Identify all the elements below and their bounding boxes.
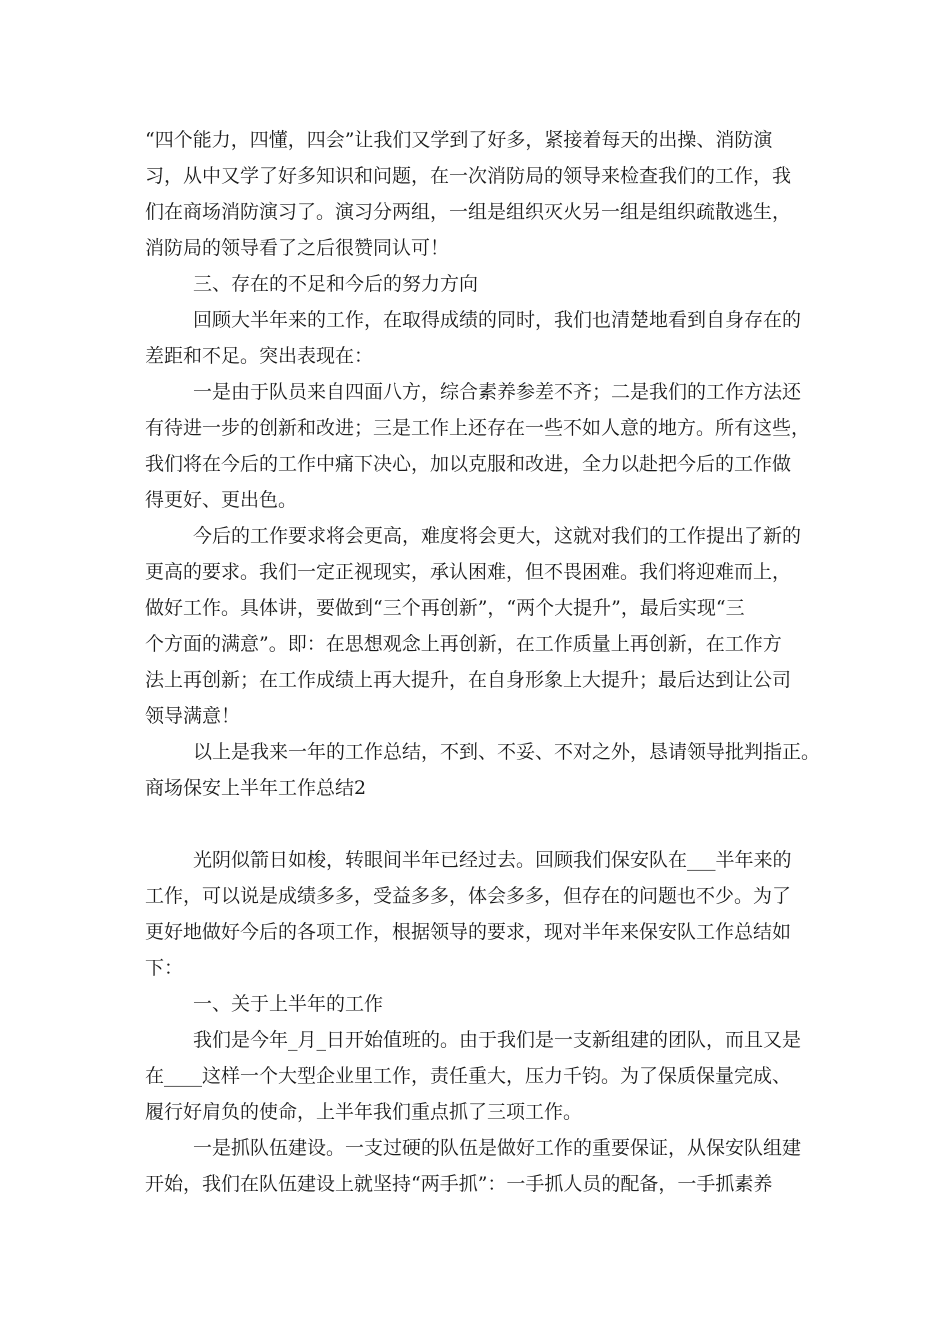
document-title: 商场保安上半年工作总结2 bbox=[145, 777, 367, 799]
text-line: 一是抓队伍建设。一支过硬的队伍是做好工作的重要保证，从保安队组建 bbox=[193, 1137, 802, 1159]
text-line: 习，从中又学了好多知识和问题，在一次消防局的领导来检查我们的工作，我 bbox=[145, 165, 792, 187]
section-heading: 一、关于上半年的工作 bbox=[193, 993, 384, 1015]
text-line: 们在商场消防演习了。演习分两组，一组是组织灭火另一组是组织疏散逃生， bbox=[145, 201, 792, 223]
text-line: 更好地做好今后的各项工作，根据领导的要求，现对半年来保安队工作总结如 bbox=[145, 921, 792, 943]
section-heading: 三、存在的不足和今后的努力方向 bbox=[193, 273, 479, 295]
text-line: 履行好肩负的使命，上半年我们重点抓了三项工作。 bbox=[145, 1101, 583, 1123]
text-line: 消防局的领导看了之后很赞同认可！ bbox=[145, 237, 450, 259]
text-line: 今后的工作要求将会更高，难度将会更大，这就对我们的工作提出了新的 bbox=[193, 525, 802, 547]
text-line: 我们将在今后的工作中痛下决心，加以克服和改进，全力以赴把今后的工作做 bbox=[145, 453, 792, 475]
text-line: 有待进一步的创新和改进；三是工作上还存在一些不如人意的地方。所有这些， bbox=[145, 417, 811, 439]
text-line: 开始，我们在队伍建设上就坚持“两手抓”：一手抓人员的配备，一手抓素养 bbox=[145, 1173, 773, 1195]
text-line: 一是由于队员来自四面八方，综合素养参差不齐；二是我们的工作方法还 bbox=[193, 381, 802, 403]
text-line: 回顾大半年来的工作，在取得成绩的同时，我们也清楚地看到自身存在的 bbox=[193, 309, 802, 331]
text-line: 差距和不足。突出表现在： bbox=[145, 345, 374, 367]
text-line: 我们是今年_月_日开始值班的。由于我们是一支新组建的团队，而且又是 bbox=[193, 1029, 802, 1051]
text-line: 下： bbox=[145, 957, 184, 979]
text-line: 得更好、更出色。 bbox=[145, 489, 298, 511]
text-line: 更高的要求。我们一定正视现实，承认困难，但不畏困难。我们将迎难而上， bbox=[145, 561, 792, 583]
text-line: “四个能力，四懂，四会”让我们又学到了好多，紧接着每天的出操、消防演 bbox=[145, 129, 773, 151]
text-line: 以上是我来一年的工作总结，不到、不妥、不对之外，恳请领导批判指正。 bbox=[193, 741, 821, 763]
text-line: 做好工作。具体讲，要做到“三个再创新”，“两个大提升”，最后实现“三 bbox=[145, 597, 745, 619]
text-line: 法上再创新；在工作成绩上再大提升，在自身形象上大提升；最后达到让公司 bbox=[145, 669, 792, 691]
text-line: 领导满意！ bbox=[145, 705, 241, 727]
text-line: 工作，可以说是成绩多多，受益多多，体会多多，但存在的问题也不少。为了 bbox=[145, 885, 792, 907]
text-line: 在____这样一个大型企业里工作，责任重大，压力千钧。为了保质保量完成、 bbox=[145, 1065, 792, 1087]
text-line: 个方面的满意”。即：在思想观念上再创新，在工作质量上再创新，在工作方 bbox=[145, 633, 782, 655]
text-line: 光阴似箭日如梭，转眼间半年已经过去。回顾我们保安队在___半年来的 bbox=[193, 849, 792, 871]
